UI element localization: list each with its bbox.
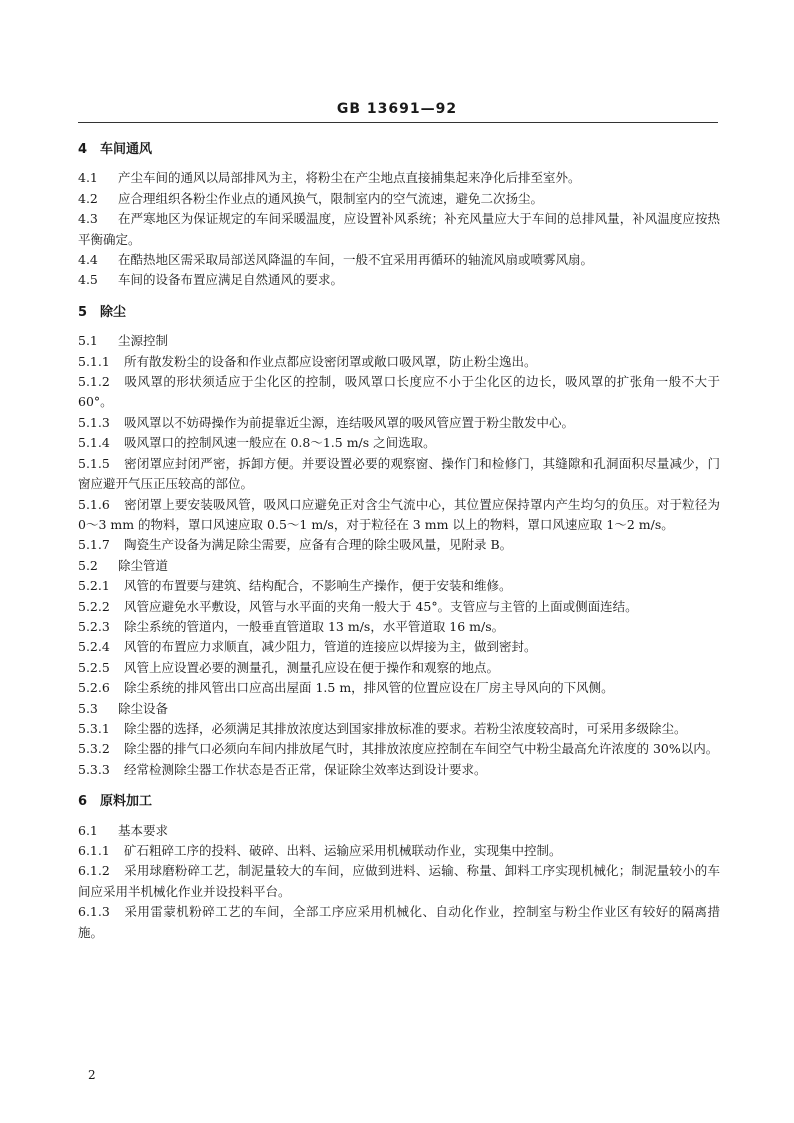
clause-number: 5.1.3 [78,414,110,430]
clause-text: 尘源控制 [118,333,169,349]
clause-text: 风管的布置应力求顺直，减少阻力，管道的连接应以焊接为主，做到密封。 [124,639,537,655]
clause-text: 除尘设备 [118,700,169,716]
document-body [78,140,720,943]
clause-number: 5.2.4 [78,639,110,655]
section-title: 车间通风 [100,142,153,157]
clause-number: 4.2 [78,190,98,206]
clause-text: 基本要求 [118,822,169,838]
clause [78,861,720,902]
clause-number: 4.4 [78,252,98,268]
section-heading [78,140,720,160]
clause-number: 6.1.3 [78,904,110,920]
clause-text: 矿石粗碎工序的投料、破碎、出料、运输应采用机械联动作业，实现集中控制。 [124,843,562,858]
clause-number: 5.1.5 [78,455,110,471]
clause-text: 风管的布置要与建筑、结构配合，不影响生产操作，便于安装和维修。 [124,578,512,594]
clause [78,495,720,536]
clause-number: 6.1.1 [78,843,110,858]
clause-number: 4.5 [78,272,98,288]
clause [78,535,720,555]
section-4 [78,140,720,291]
clause-text: 吸风罩口的控制风速一般应在 0.8～1.5 m/s 之间选取。 [124,435,436,451]
clause [78,658,720,678]
standard-code-header: GB 13691—92 [336,101,458,117]
clause-number: 5.2 [78,557,98,573]
clause-number: 5.1.2 [78,374,110,390]
clause [78,352,720,372]
section-title: 除尘 [100,304,127,320]
section-5 [78,303,720,780]
clause [78,617,720,637]
clause [78,209,720,250]
section-6 [78,792,720,943]
section-number: 5 [78,304,88,320]
section-number: 4 [78,142,88,157]
clause [78,189,720,209]
section-heading [78,303,720,323]
clause-number: 5.1.7 [78,537,110,553]
clause [78,433,720,453]
subsection-heading [78,331,720,351]
subsection-heading [78,821,720,841]
clause-number: 6.1.2 [78,863,110,879]
subsection-heading [78,699,720,719]
clause-text: 在严寒地区为保证规定的车间采暖温度，应设置补风系统；补充风量应大于车间的总排风量，补风温度应按热平衡确定。 [78,211,720,247]
clause [78,739,720,759]
clause [78,413,720,433]
clause-number: 5.1.1 [78,353,110,369]
clause-number: 5.3.3 [78,761,110,777]
clause-text: 除尘器的排气口必须向车间内排放尾气时，其排放浓度应控制在车间空气中粉尘最高允许浓度的 30%以内。 [124,741,719,757]
clause-text: 所有散发粉尘的设备和作业点都应设密闭罩或敞口吸风罩，防止粉尘逸出。 [124,353,537,369]
clause-number: 5.1 [78,333,98,349]
clause-text: 陶瓷生产设备为满足除尘需要，应备有合理的除尘吸风量，见附录 B。 [124,537,513,553]
clause-number: 5.2.6 [78,680,110,696]
clause-text: 风管上应设置必要的测量孔，测量孔应设在便于操作和观察的地点。 [124,659,500,675]
header-rule [78,122,718,123]
clause-number: 5.3.1 [78,720,110,736]
clause-number: 4.1 [78,170,98,186]
section-heading [78,792,720,812]
clause [78,576,720,596]
clause [78,760,720,780]
clause-number: 5.2.2 [78,598,110,614]
clause-number: 5.1.6 [78,496,110,512]
clause-text: 密闭罩上要安装吸风管，吸风口应避免正对含尘气流中心，其位置应保持罩内产生均匀的负压。对于粒径为 0～3 mm 的物料，罩口风速应取 0.5～1 m/s，对于粒径在 3 mm 以上的物料，罩口风速应取 1～2 m/s。 [78,496,720,532]
clause-number: 4.3 [78,211,98,227]
clause [78,902,720,943]
page-number: 2 [88,1068,96,1082]
clause-text: 在酷热地区需采取局部送风降温的车间，一般不宜采用再循环的轴流风扇或喷雾风扇。 [118,252,594,268]
section-number: 6 [78,794,88,810]
clause [78,637,720,657]
clause [78,841,720,861]
clause-number: 6.1 [78,822,98,838]
clause-number: 5.3.2 [78,741,110,757]
clause-text: 风管应避免水平敷设，风管与水平面的夹角一般大于 45°。支管应与主管的上面或侧面连结。 [124,598,638,614]
clause-number: 5.1.4 [78,435,110,451]
clause [78,372,720,413]
clause-text: 除尘系统的管道内，一般垂直管道取 13 m/s，水平管道取 16 m/s。 [124,618,505,634]
clause-text: 除尘管道 [118,557,169,573]
clause [78,250,720,270]
clause-text: 除尘系统的排风管出口应高出屋面 1.5 m，排风管的位置应设在厂房主导风向的下风侧。 [124,680,614,696]
clause [78,719,720,739]
clause [78,454,720,495]
clause-number: 5.2.1 [78,578,110,594]
clause [78,597,720,617]
subsection-heading [78,556,720,576]
clause-text: 吸风罩的形状须适应于尘化区的控制，吸风罩口长度应不小于尘化区的边长，吸风罩的扩张角一般不大于 60°。 [78,374,720,410]
clause-text: 采用球磨粉碎工艺，制泥量较大的车间，应做到进料、运输、称量、卸料工序实现机械化；制泥量较小的车间应采用半机械化作业并设投料平台。 [78,863,720,899]
section-title: 原料加工 [100,794,153,810]
clause-text: 经常检测除尘器工作状态是否正常，保证除尘效率达到设计要求。 [124,761,487,777]
clause-text: 采用雷蒙机粉碎工艺的车间，全部工序应采用机械化、自动化作业，控制室与粉尘作业区有较好的隔离措施。 [78,904,720,940]
clause [78,678,720,698]
clause-text: 产尘车间的通风以局部排风为主，将粉尘在产尘地点直接捕集起来净化后排至室外。 [118,170,581,186]
clause-number: 5.2.3 [78,618,110,634]
clause-text: 吸风罩以不妨碍操作为前提靠近尘源，连结吸风罩的吸风管应置于粉尘散发中心。 [124,414,575,430]
clause-text: 除尘器的选择，必须满足其排放浓度达到国家排放标准的要求。若粉尘浓度较高时，可采用多级除尘。 [124,720,687,736]
clause-text: 密闭罩应封闭严密，拆卸方便。并要设置必要的观察窗、操作门和检修门，其缝隙和孔洞面积尽量减少，门窗应避开气压正压较高的部位。 [78,455,720,492]
clause [78,270,720,290]
clause-text: 车间的设备布置应满足自然通风的要求。 [118,272,344,288]
clause-text: 应合理组织各粉尘作业点的通风换气，限制室内的空气流速，避免二次扬尘。 [118,190,544,206]
clause [78,168,720,188]
clause-number: 5.2.5 [78,659,110,675]
clause-number: 5.3 [78,700,98,716]
